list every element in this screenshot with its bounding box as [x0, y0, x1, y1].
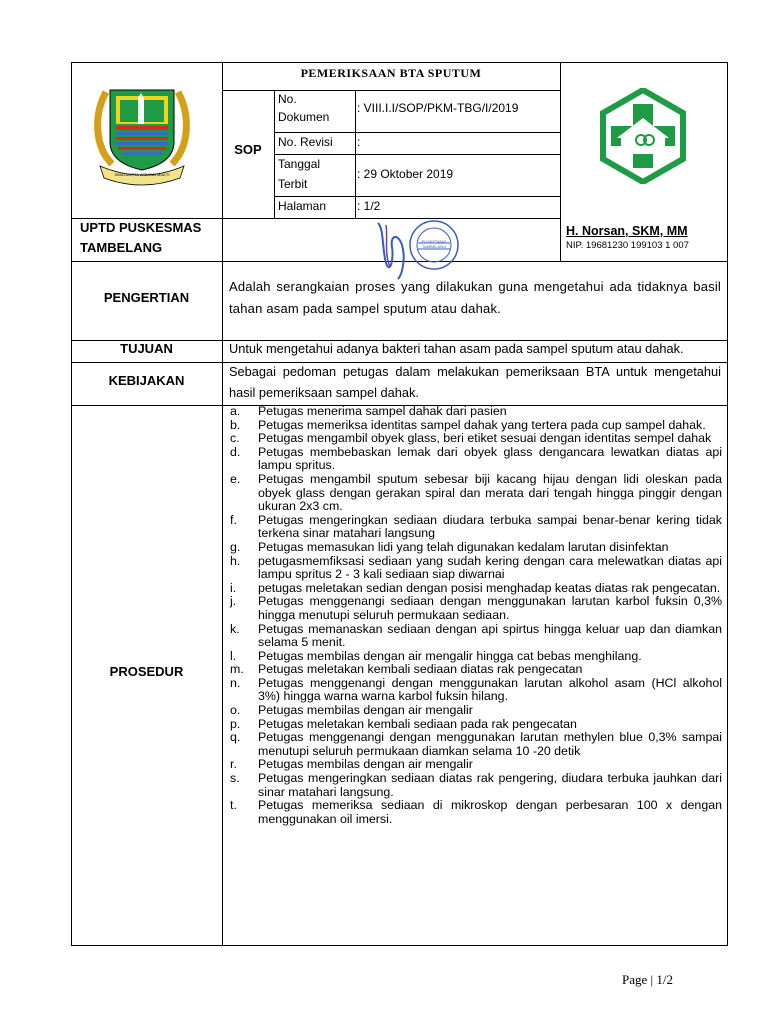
page-number: Page | 1/2	[622, 972, 673, 987]
prosedur-step-text: Petugas meletakan kembali sediaan pada rak pengecatan	[258, 716, 577, 731]
prosedur-step-letter: p.	[230, 716, 241, 731]
prosedur-step-text: Petugas membilas dengan air mengalir	[258, 703, 473, 718]
prosedur-step-letter: n.	[230, 675, 241, 690]
document-title: PEMERIKSAAN BTA SPUTUM	[300, 66, 482, 80]
prosedur-step-letter: q.	[230, 730, 241, 745]
signatory-name: H. Norsan, SKM, MM	[566, 224, 688, 238]
prosedur-step-letter: j.	[230, 594, 237, 609]
puskesmas-logo	[595, 88, 691, 189]
prosedur-step	[230, 446, 722, 473]
prosedur-step-letter: g.	[230, 539, 241, 554]
seal-motto: SWATANTRA WIBAWA MUKTI	[114, 172, 170, 177]
tujuan-text: Untuk mengetahui adanya bakteri tahan asam pada sampel sputum atau dahak.	[229, 341, 684, 356]
kebijakan-text: Sebagai pedoman petugas dalam melakukan pemeriksaan BTA untuk mengetahui hasil pemeriksaan sampel dahak.	[229, 364, 721, 400]
prosedur-step	[230, 405, 722, 419]
prosedur-step-text: Petugas menggenangi sediaan dengan menggunakan larutan karbol fuksin 0,3% hingga menutupi seluruh permukaan sediaan.	[258, 594, 722, 622]
prosedur-step-text: Petugas membilas dengan air mengalir hingga cat bebas menghilang.	[258, 648, 642, 663]
prosedur-step-text: Petugas menerima sampel dahak dari pasien	[258, 404, 507, 418]
prosedur-step	[230, 541, 722, 555]
puskesmas-cross-icon	[595, 88, 691, 184]
regional-seal-icon	[92, 84, 192, 186]
stamp-text: PUSKESMAS TAMBELANG	[421, 239, 447, 249]
prosedur-step	[230, 650, 722, 664]
prosedur-step-text: Petugas memeriksa identitas sampel dahak yang tertera pada cup sampel dahak.	[258, 417, 706, 432]
prosedur-step-text: Petugas mengambil obyek glass, beri etiket sesuai dengan identitas sempel dahak	[258, 431, 712, 446]
prosedur-step-letter: d.	[230, 444, 241, 459]
prosedur-step-text: Petugas memeriksa sediaan di mikroskop dengan perbesaran 100 x dengan menggunakan oil imersi.	[258, 798, 722, 826]
tujuan-label: TUJUAN	[120, 341, 173, 356]
prosedur-step	[230, 432, 722, 446]
prosedur-step	[230, 772, 722, 799]
prosedur-step	[230, 799, 722, 826]
pengertian-text: Adalah serangkaian proses yang dilakukan guna mengetahui ada tidaknya basil tahan asam pada sampel sputum atau dahak.	[229, 279, 721, 316]
prosedur-step-letter: l.	[230, 648, 237, 663]
prosedur-step	[230, 419, 722, 433]
prosedur-step	[230, 595, 722, 622]
prosedur-step-letter: m.	[230, 662, 244, 677]
prosedur-step	[230, 473, 722, 514]
prosedur-step	[230, 514, 722, 541]
prosedur-label: PROSEDUR	[109, 664, 184, 679]
field-label-halaman: Halaman	[278, 199, 327, 213]
signatory-nip: NIP. 19681230 199103 1 007	[566, 240, 689, 251]
prosedur-step-text: Petugas menggenangi dengan menggunakan larutan methylen blue 0,3% sampai menutupi seluruh permukaan diamkan selama 10 -20 detik	[258, 730, 722, 758]
prosedur-step	[230, 731, 722, 758]
prosedur-step-text: Petugas membebaskan lemak dari obyek glass dengancara lewatkan diatas api lampu spritus.	[258, 444, 722, 473]
prosedur-step-text: Petugas mengeringkan sediaan diudara terbuka sampai benar-benar kering tidak terkena sinar matahari langsung	[258, 512, 722, 541]
prosedur-step-letter: a.	[230, 404, 241, 418]
prosedur-step	[230, 663, 722, 677]
prosedur-step-letter: o.	[230, 703, 241, 718]
prosedur-step-letter: c.	[230, 431, 240, 446]
prosedur-step-text: Petugas membilas dengan air mengalir	[258, 757, 473, 772]
prosedur-list	[230, 405, 722, 826]
field-value-tanggal-terbit: : 29 Oktober 2019	[357, 167, 454, 181]
prosedur-step	[230, 718, 722, 732]
prosedur-step-text: Petugas memanaskan sediaan dengan api spirtus hingga keluar uap dan diamkan selama 5 menit.	[258, 621, 722, 650]
regional-seal-logo	[92, 84, 192, 191]
field-label-no-dokumen: No. Dokumen	[278, 92, 330, 124]
prosedur-step-letter: b.	[230, 417, 241, 432]
sop-label: SOP	[234, 142, 262, 157]
prosedur-step-text: Petugas mengambil sputum sebesar biji kacang hijau dengan lidi oleskan pada obyek glass dengan gerakan spiral dan merata dari tengah hingga pinggir dengan ukuran 2x3 cm.	[258, 471, 722, 514]
prosedur-step-text: Petugas memasukan lidi yang telah digunakan kedalam larutan disinfektan	[258, 539, 669, 554]
field-value-no-dokumen: : VIII.I.I/SOP/PKM-TBG/I/2019	[357, 101, 519, 115]
prosedur-step-letter: k.	[230, 621, 240, 636]
prosedur-step	[230, 677, 722, 704]
field-label-tanggal-terbit: Tanggal Terbit	[278, 157, 321, 191]
organization-name: UPTD PUSKESMAS TAMBELANG	[80, 220, 202, 255]
field-label-no-revisi: No. Revisi	[278, 135, 333, 149]
prosedur-step-text: Petugas meletakan kembali sediaan diatas rak pengecatan	[258, 662, 583, 677]
prosedur-step-text: Petugas mengeringkan sediaan diatas rak pengering, diudara terbuka jauhkan dari sinar matahari langsung.	[258, 771, 722, 799]
prosedur-step-letter: h.	[230, 553, 241, 568]
prosedur-step-text: petugas meletakan sedian dengan posisi menghadap keatas diatas rak pengecatan.	[258, 580, 721, 595]
prosedur-step-letter: t.	[230, 798, 237, 813]
prosedur-step-letter: e.	[230, 471, 241, 486]
field-value-no-revisi: :	[357, 135, 361, 149]
prosedur-step	[230, 758, 722, 772]
field-value-halaman: : 1/2	[357, 199, 381, 213]
prosedur-step	[230, 582, 722, 596]
prosedur-step-letter: s.	[230, 771, 240, 786]
prosedur-step-letter: i.	[230, 580, 237, 595]
prosedur-step	[230, 704, 722, 718]
pengertian-label: PENGERTIAN	[103, 290, 190, 305]
signature-icon	[372, 219, 472, 281]
prosedur-step	[230, 555, 722, 582]
prosedur-step	[230, 623, 722, 650]
prosedur-step-letter: r.	[230, 757, 237, 772]
prosedur-step-text: petugasmemfiksasi sediaan yang sudah kering dengan cara melewatkan diatas api lampu spritus 2 - 3 kali sediaan siap diwarnai	[258, 553, 722, 582]
kebijakan-label: KEBIJAKAN	[108, 373, 185, 388]
prosedur-step-text: Petugas menggenangi dengan menggunakan larutan alkohol asam (HCl alkohol 3%) hingga warna warna karbol fuksin hilang.	[258, 675, 722, 704]
prosedur-step-letter: f.	[230, 512, 237, 527]
